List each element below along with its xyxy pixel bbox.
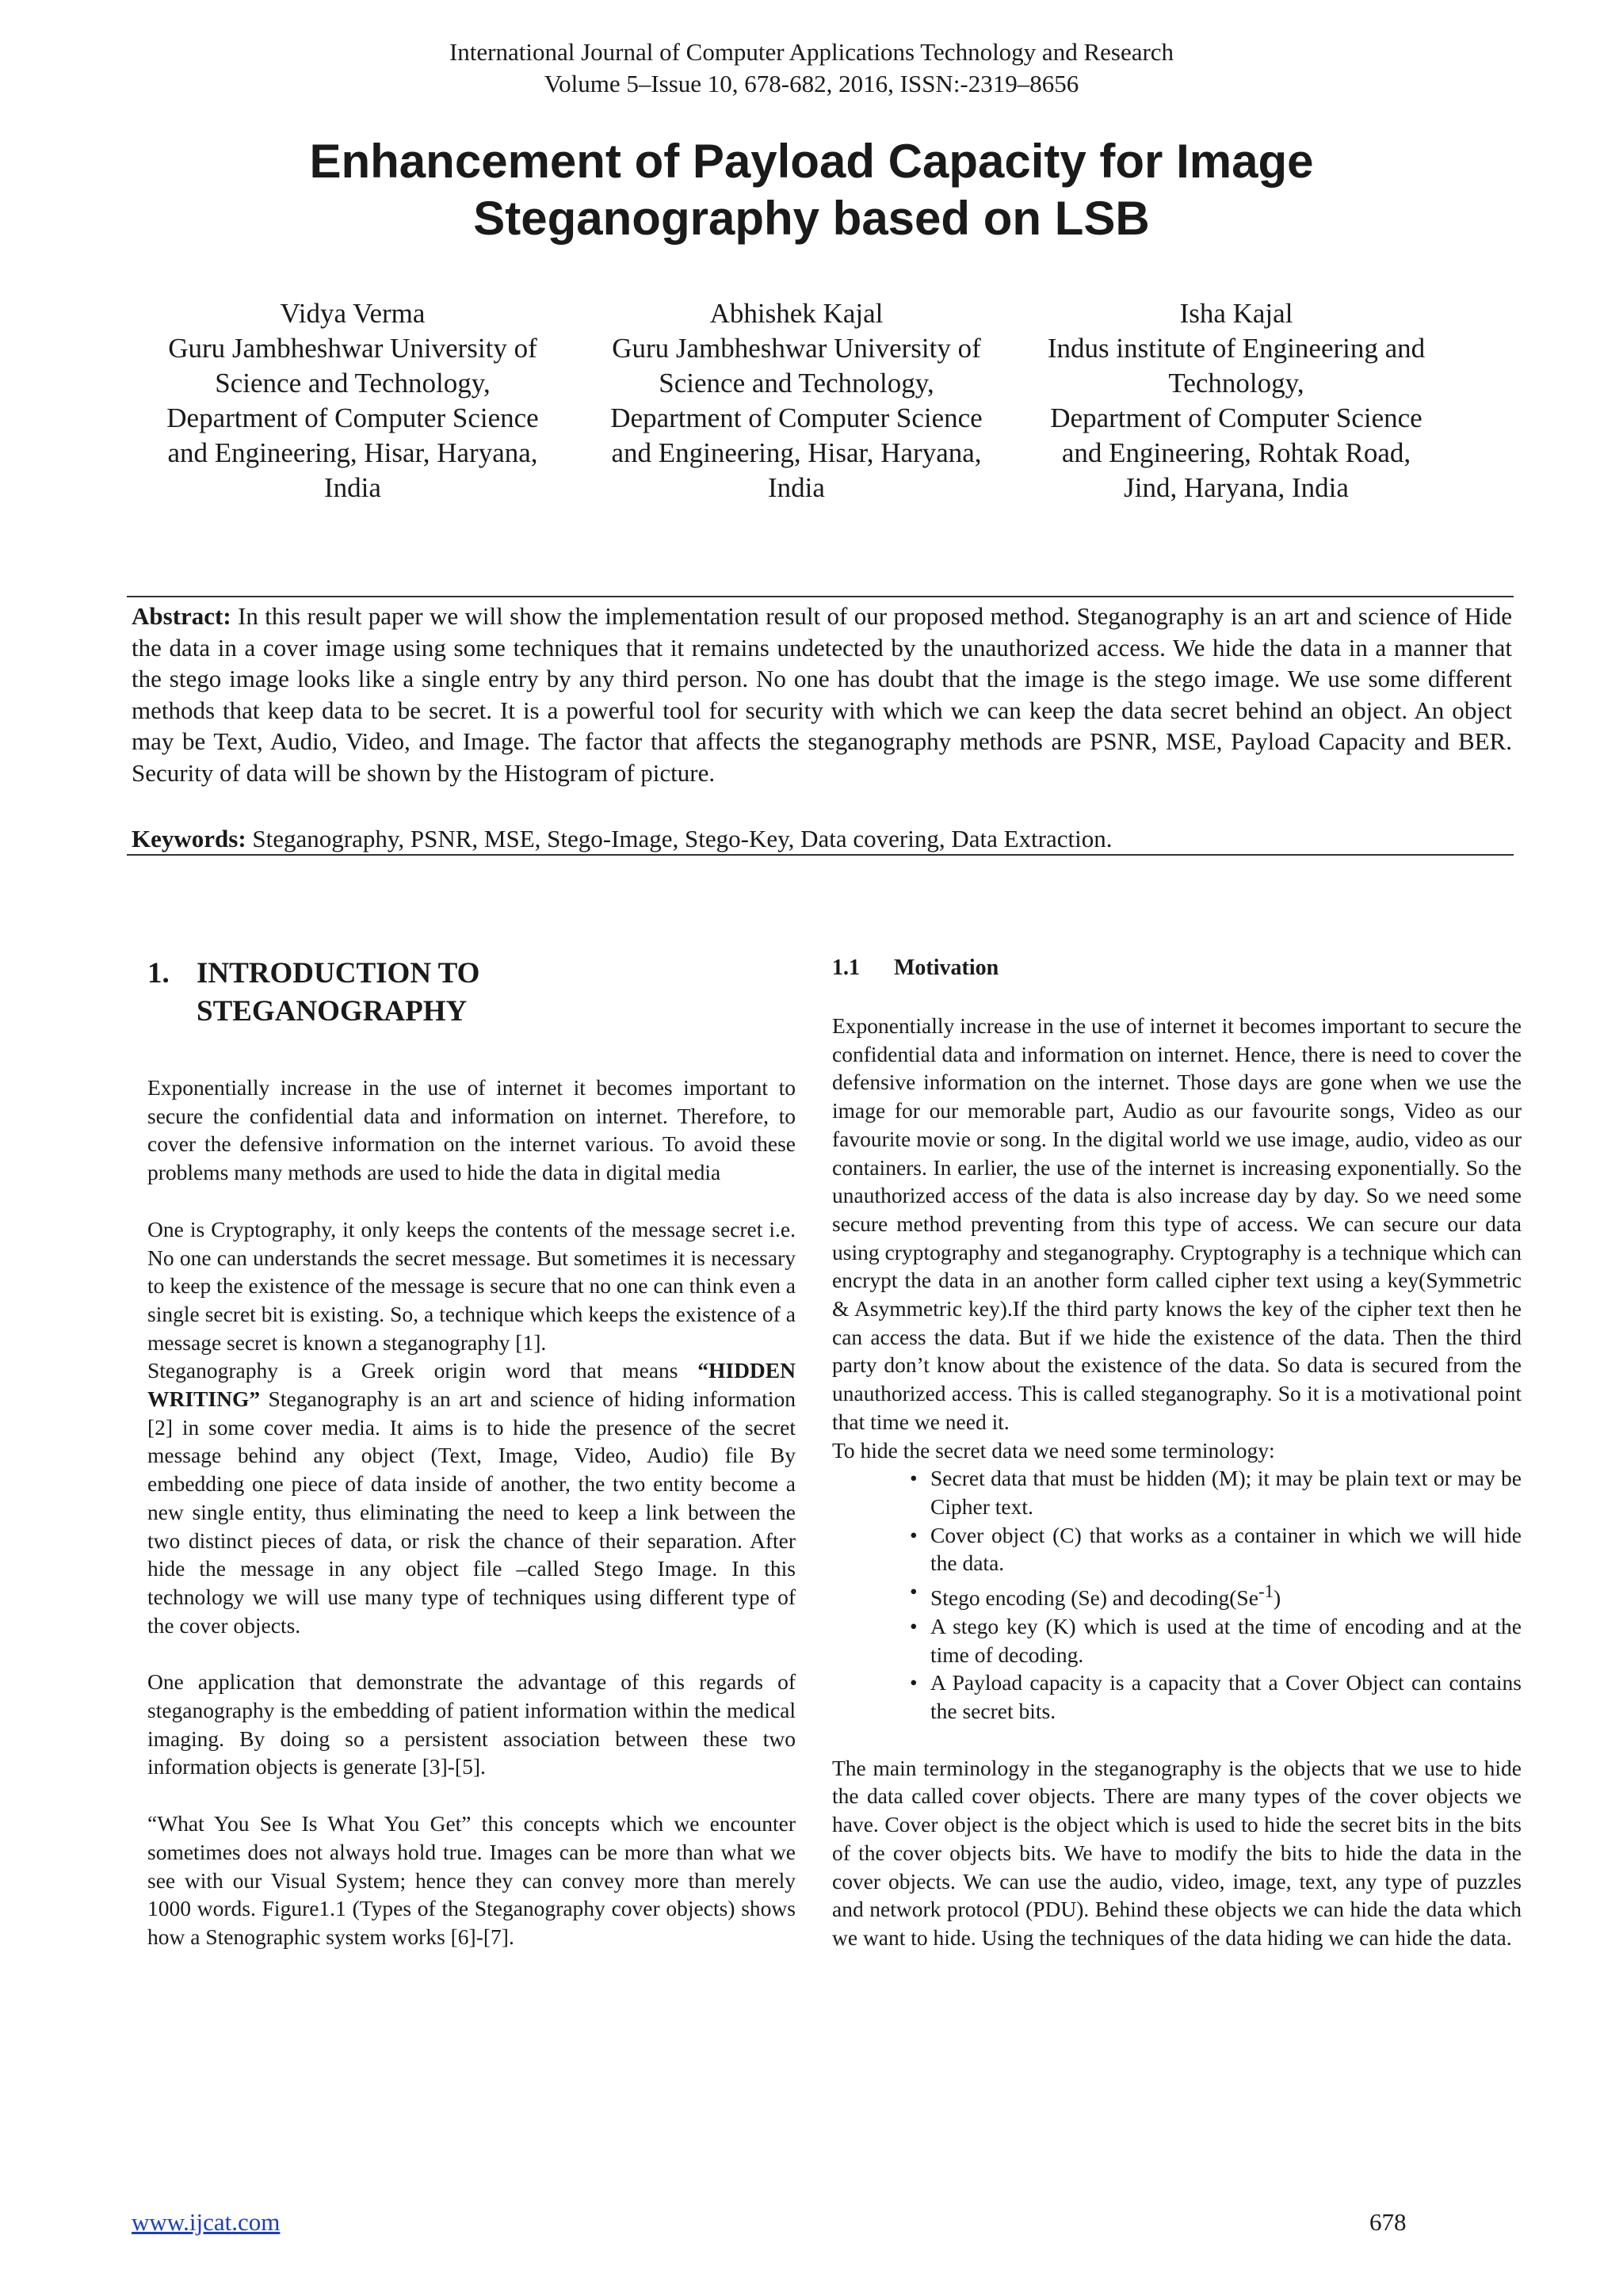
superscript: -1 [1258, 1581, 1274, 1602]
section-heading [147, 955, 797, 1031]
list-item [832, 1669, 1522, 1725]
section-title-line-1: INTRODUCTION TO [197, 957, 480, 990]
emphasis-text: “HIDDEN WRITING” [147, 1358, 796, 1412]
author-affiliation-line: Technology, [1168, 368, 1304, 399]
paragraph: “What You See Is What You Get” this concepts which we encounter sometimes does not always hold true. Images can be more than what we see with our Visual System; hence they can convey more than merely 1000 words. Figure1.1 (Types of the Steganography cover objects) shows how a Stenographic system works [6]-[7]. [147, 1811, 796, 1949]
author-name: Abhishek Kajal [709, 298, 884, 329]
keywords-text: Steganography, PSNR, MSE, Stego-Image, Stego-Key, Data covering, Data Extraction. [252, 825, 1113, 852]
subsection-title: Motivation [894, 955, 999, 980]
list-item-text: ) [1274, 1585, 1281, 1611]
bullet-icon: • [910, 1670, 918, 1695]
journal-volume: Volume 5–Issue 10, 678-682, 2016, ISSN:-2319–8656 [544, 70, 1079, 97]
list-item-text: Cover object (C) that works as a container in which we will hide the data. [930, 1522, 1522, 1576]
abstract-text: In this result paper we will show the implementation result of our proposed method. Steganography is an art and science of Hide the data in a cover image using some techniques that it remains undetected by the unauthorized access. We hide the data in a manner that the stego image looks like a single entry by any third person. No one has doubt that the image is the stego image. We use some different methods that keep data to be secret. It is a powerful tool for security with which we can keep the data secret behind an object. An object may be Text, Audio, Video, and Image. The factor that affects the steganography methods are PSNR, MSE, Payload Capacity and BER. Security of data will be shown by the Histogram of picture. [132, 602, 1513, 787]
list-item-text: A stego key (K) which is used at the time of encoding and at the time of decoding. [930, 1613, 1522, 1667]
title-line-1: Enhancement of Payload Capacity for Image [309, 135, 1314, 188]
list-item [832, 1612, 1522, 1669]
paragraph: Exponentially increase in the use of internet it becomes important to secure the confidential data and information on internet. Therefore, to cover the defensive information on the internet various. To avoid these problems many methods are used to hide the data in digital media [147, 1075, 796, 1185]
list-item [832, 1521, 1522, 1577]
section-number: 1. [147, 957, 170, 990]
author-name: Vidya Verma [280, 298, 426, 329]
author-affiliation-line: Guru Jambheshwar University of [612, 333, 981, 364]
section-title-line-2: STEGANOGRAPHY [197, 995, 468, 1028]
list-item-text: Secret data that must be hidden (M); it may be plain text or may be Cipher text. [930, 1466, 1522, 1519]
paragraph: To hide the secret data we need some terminology: [832, 1437, 1275, 1463]
page-number: 678 [1369, 2208, 1407, 2236]
bullet-icon: • [910, 1522, 918, 1547]
list-item [832, 1577, 1522, 1612]
list-item-text: Stego encoding (Se) and decoding(Se [930, 1585, 1258, 1611]
author-affiliation-line: and Engineering, Hisar, Haryana, [167, 437, 538, 468]
keywords [132, 823, 1512, 854]
paragraph-text: Steganography is an art and science of hiding information [2] in some cover media. It aims is to hide the presence of the secret message behind any object (Text, Image, Video, Audio) file By embedding one piece of data inside of another, the two entity become a new single entity, thus eliminating the need to keep a link between the two distinct pieces of data, or risk the chance of their separation. After hide the message in any object file –called Stego Image. In this technology we will use many type of techniques using different type of the cover objects. [147, 1386, 796, 1638]
author-affiliation-line: Guru Jambheshwar University of [168, 333, 537, 364]
journal-header [0, 36, 1623, 100]
journal-name: International Journal of Computer Applications Technology and Research [449, 38, 1174, 66]
left-column [147, 1074, 796, 1951]
keywords-label: Keywords: [132, 825, 246, 852]
author-affiliation-line: Department of Computer Science [1050, 402, 1423, 433]
abstract-label: Abstract: [132, 602, 231, 630]
author-block [582, 296, 1010, 505]
paragraph: One application that demonstrate the advantage of this regards of steganography is the embedding of patient information within the medical imaging. By doing so a persistent association between these two information objects is generate [3]-[5]. [147, 1669, 796, 1779]
author-affiliation-line: India [324, 472, 381, 503]
author-affiliation-line: Department of Computer Science [610, 402, 983, 433]
paragraph: The main terminology in the steganography is the objects that we use to hide the data called cover objects. There are many types of the cover objects we have. Cover object is the object which is used to hide the secret bits in the bits of the cover objects bits. We have to modify the bits to hide the data in the cover objects. We can use the audio, video, image, text, any type of puzzles and network protocol (PDU). Behind these objects we can hide the data which we want to hide. Using the techniques of the data hiding we can hide the data. [832, 1755, 1522, 1950]
author-affiliation-line: Department of Computer Science [166, 402, 539, 433]
terminology-list [832, 1464, 1522, 1725]
author-affiliation-line: Science and Technology, [215, 368, 491, 399]
paragraph-text: Steganography is a Greek origin word that means [147, 1358, 698, 1383]
author-affiliation-line: Jind, Haryana, India [1124, 472, 1349, 503]
list-item-text: A Payload capacity is a capacity that a Cover Object can contains the secret bits. [930, 1670, 1522, 1724]
paragraph: One is Cryptography, it only keeps the contents of the message secret i.e. No one can understands the secret message. But sometimes it is necessary to keep the existence of the message is secure that no one can think even a single secret bit is existing. So, a technique which keeps the existence of a message secret is known a steganography [1]. [147, 1216, 796, 1355]
title-line-2: Steganography based on LSB [473, 192, 1150, 245]
abstract [132, 601, 1512, 788]
bullet-icon: • [910, 1579, 918, 1604]
author-affiliation-line: Science and Technology, [659, 368, 934, 399]
author-name: Isha Kajal [1179, 298, 1293, 329]
author-affiliation-line: India [768, 472, 825, 503]
paragraph [147, 1356, 796, 1639]
subsection-heading [832, 954, 1522, 982]
subsection-number: 1.1 [832, 955, 860, 980]
list-item [832, 1464, 1522, 1520]
author-affiliation-line: Indus institute of Engineering and [1047, 333, 1426, 364]
paper-title [0, 133, 1623, 247]
bullet-icon: • [910, 1613, 918, 1638]
author-block [1022, 296, 1450, 505]
divider-bottom [127, 854, 1514, 856]
bullet-icon: • [910, 1466, 918, 1491]
right-column [832, 1012, 1522, 1952]
paragraph: Exponentially increase in the use of internet it becomes important to secure the confidential data and information on internet. Hence, there is need to cover the defensive information on the internet. Those days are gone when we use the image for our memorable part, Audio as our favourite songs, Video as our favourite movie or song. In the digital world we use image, audio, video as our containers. In earlier, the use of the internet is increasing exponentially. So the unauthorized access of the data is also increase day by day. So we need some secure method preventing from this type of access. We can secure our data using cryptography and steganography. Cryptography is a technique which can encrypt the data in an another form called cipher text using a key(Symmetric & Asymmetric key).If the third party knows the key of the cipher text then he can access the data. But if we hide the existence of the data. Then the third party don’t know about the existence of the data. So data is secured from the unauthorized access. This is called steganography. So it is a motivational point that time we need it. [832, 1013, 1522, 1434]
divider-top [127, 596, 1514, 597]
author-affiliation-line: and Engineering, Rohtak Road, [1061, 437, 1411, 468]
author-block [139, 296, 567, 505]
journal-website-link[interactable]: www.ijcat.com [132, 2208, 281, 2236]
author-affiliation-line: and Engineering, Hisar, Haryana, [611, 437, 982, 468]
